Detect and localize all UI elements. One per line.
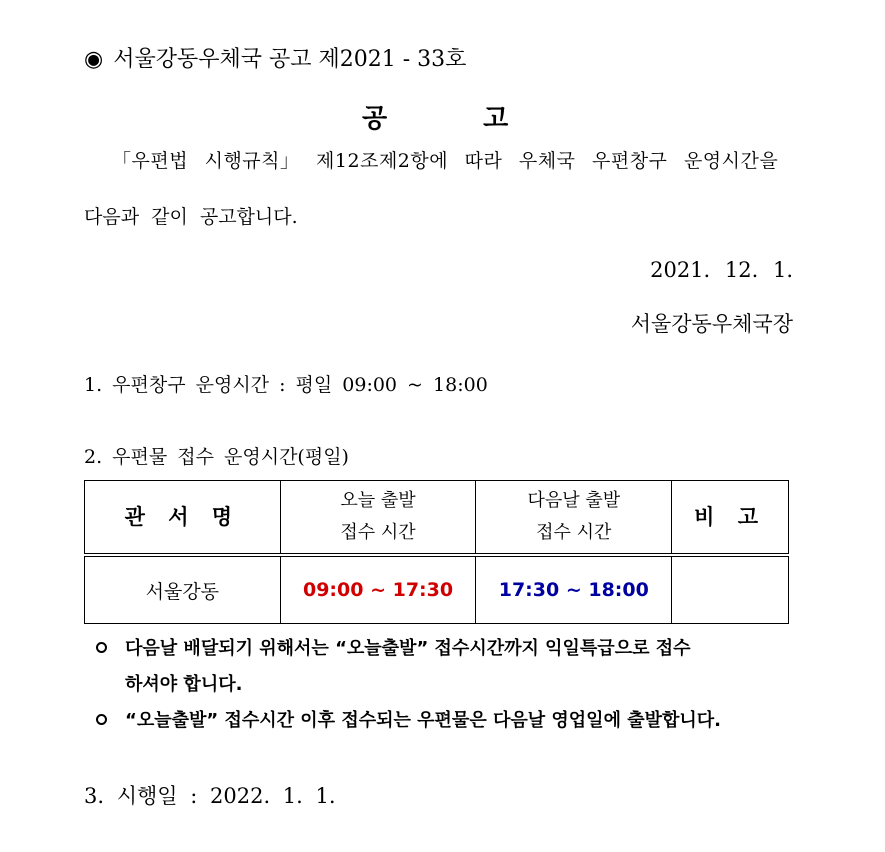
body-text-line-2: 다음과 같이 공고합니다. [84,206,298,228]
header-nextday-line1: 다음날 출발 [527,490,621,511]
title-char-1: 공 [362,104,388,134]
cell-today: 09:00 ~ 17:30 [280,555,476,624]
note-1 [96,634,691,660]
header-nextday [476,481,672,556]
body-text-line-1: 「우편법 시행규칙」 제12조제2항에 따라 우체국 우편창구 운영시간을 [112,150,779,172]
table-header-row [85,481,789,556]
item-acceptance-hours: 2. 우편물 접수 운영시간(평일) [84,446,349,468]
ring-bullet-icon [96,714,107,725]
item-effective-date: 3. 시행일 : 2022. 1. 1. [84,784,336,808]
note-2-text: “오늘출발” 접수시간 이후 접수되는 우편물은 다음날 영업일에 출발합니다. [125,710,722,731]
table-row [85,555,789,624]
header-office: 관 서 명 [85,481,281,556]
header-nextday-line2: 접수 시간 [536,522,612,543]
cell-office: 서울강동 [85,555,281,624]
header-note: 비 고 [672,481,789,556]
note-1-line-2: 하셔야 합니다. [125,674,243,695]
title-char-2: 고 [483,104,509,134]
note-2 [96,706,721,732]
note-1-line-1: 다음날 배달되기 위해서는 “오늘출발” 접수시간까지 익일특급으로 접수 [125,638,691,659]
cell-note [672,555,789,624]
circle-bullet-icon: ◉ [84,47,104,72]
header-today-line2: 접수 시간 [340,522,416,543]
cell-nextday: 17:30 ~ 18:00 [476,555,672,624]
notice-date: 2021. 12. 1. [650,258,793,282]
notice-number-text: 서울강동우체국 공고 제2021 - 33호 [113,47,467,72]
page-title [362,98,508,135]
header-today-line1: 오늘 출발 [340,490,416,511]
issuing-office: 서울강동우체국장 [630,312,793,336]
notice-number [84,42,466,73]
ring-bullet-icon [96,642,107,653]
header-today [280,481,476,556]
hours-table [84,480,789,624]
item-window-hours: 1. 우편창구 운영시간 : 평일 09:00 ~ 18:00 [84,374,488,396]
